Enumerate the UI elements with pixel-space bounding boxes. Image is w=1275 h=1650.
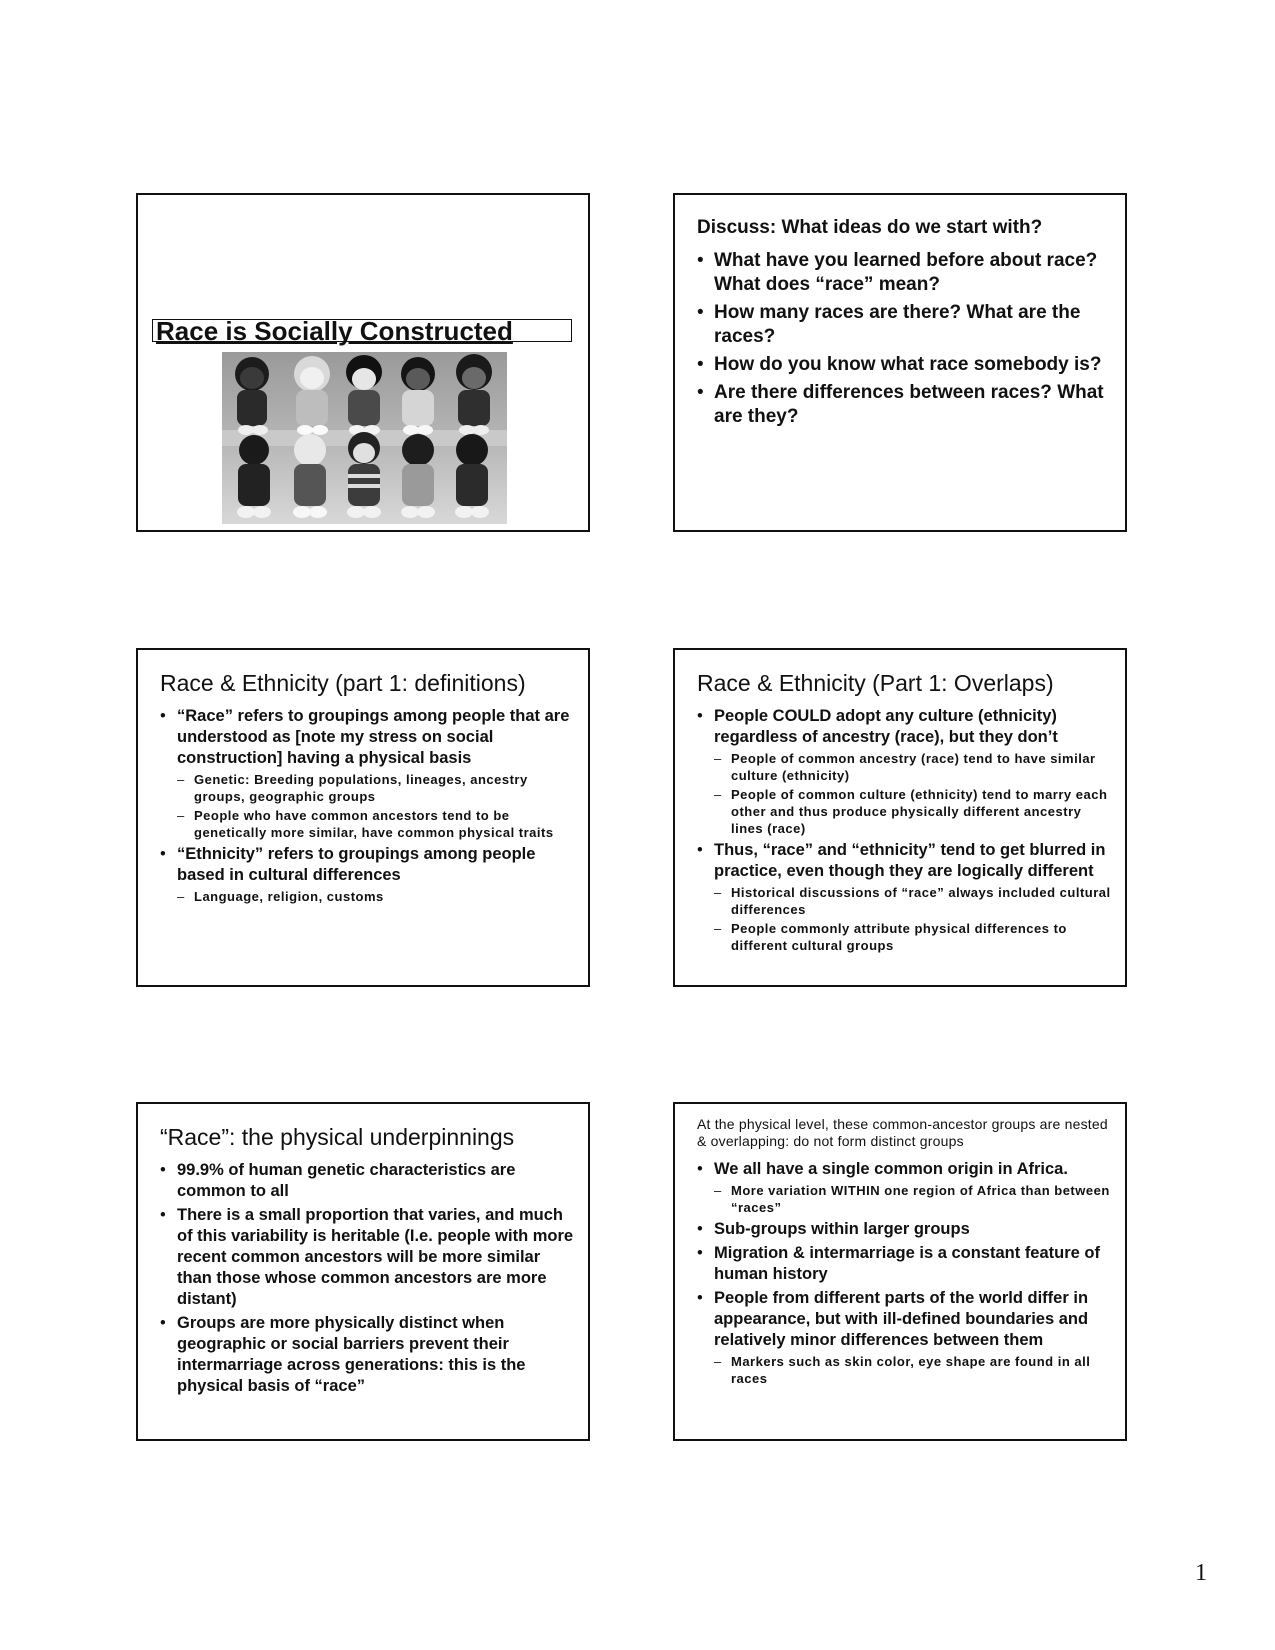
sub-list-item: – People of common culture (ethnicity) tend to marry each other and thus produce physically different ancestry lines (race) (714, 786, 1115, 837)
list-item: • We all have a single common origin in Africa. – More variation WITHIN one region of Africa than between “races” (695, 1159, 1115, 1216)
list-item: • How do you know what race somebody is? (695, 353, 1115, 377)
sub-list (714, 750, 1115, 837)
slide-4 (673, 648, 1127, 987)
doll-top-4 (401, 357, 435, 435)
sub-list (714, 1353, 1115, 1387)
list-item: • People from different parts of the world differ in appearance, but with ill-defined boundaries and relatively minor differences between them – Markers such as skin color, eye shape are found in all races (695, 1288, 1115, 1387)
slide-4-heading: Race & Ethnicity (Part 1: Overlaps) (697, 670, 1054, 696)
slide-2-heading: Discuss: What ideas do we start with? (697, 217, 1043, 238)
slide-3-bullets (158, 706, 578, 908)
slide-1 (136, 193, 590, 532)
slide-2-bullets (695, 249, 1115, 433)
slide-6-heading: At the physical level, these common-ancestor groups are nested & overlapping: do not form distinct groups (697, 1116, 1108, 1149)
list-item: • “Ethnicity” refers to groupings among people based in cultural differences – Language, religion, customs (158, 844, 578, 905)
sub-list-item: – People commonly attribute physical differences to different cultural groups (714, 920, 1115, 954)
doll-top-2 (294, 356, 330, 435)
doll-top-5 (456, 354, 492, 435)
list-item: • “Race” refers to groupings among people that are understood as [note my stress on social construction] having a physical basis – Genetic: Breeding populations, lineages, ancestry groups, geographic groups – People who have common ancestors tend to be genetically more similar, have common physical traits (158, 706, 578, 841)
slide-5-heading: “Race”: the physical underpinnings (160, 1124, 515, 1150)
sub-list-item: – Genetic: Breeding populations, lineages, ancestry groups, geographic groups (177, 771, 578, 805)
page-number: 1 (1195, 1560, 1207, 1586)
slide-1-title: Race is Socially Constructed (152, 319, 572, 342)
slide-6-bullets (695, 1159, 1115, 1390)
sub-list (177, 771, 578, 841)
sub-list-item: – More variation WITHIN one region of Africa than between “races” (714, 1182, 1115, 1216)
list-item: • There is a small proportion that varies, and much of this variability is heritable (I.e. people with more recent common ancestors will be more similar than those whose common ancestors are more distant) (158, 1205, 578, 1310)
sub-list (714, 884, 1115, 954)
sub-list-item: – Historical discussions of “race” always included cultural differences (714, 884, 1115, 918)
sub-list (714, 1182, 1115, 1216)
list-item: • What have you learned before about race? What does “race” mean? (695, 249, 1115, 297)
sub-list-item: – People of common ancestry (race) tend to have similar culture (ethnicity) (714, 750, 1115, 784)
list-item: • Thus, “race” and “ethnicity” tend to get blurred in practice, even though they are logically different – Historical discussions of “race” always included cultural differences – People commonly attribute physical differences to different cultural groups (695, 840, 1115, 954)
slide-5 (136, 1102, 590, 1441)
list-item: • Migration & intermarriage is a constant feature of human history (695, 1243, 1115, 1285)
dolls-photo (222, 352, 507, 524)
sub-list-item: – Markers such as skin color, eye shape are found in all races (714, 1353, 1115, 1387)
list-item: • People COULD adopt any culture (ethnicity) regardless of ancestry (race), but they don’t – People of common ancestry (race) tend to have similar culture (ethnicity) – People of common culture (ethnicity) tend to marry each other and thus produce physically different ancestry lines (race) (695, 706, 1115, 837)
list-item: • 99.9% of human genetic characteristics are common to all (158, 1160, 578, 1202)
slide-4-bullets (695, 706, 1115, 957)
sub-list-item: – Language, religion, customs (177, 888, 578, 905)
sub-list (177, 888, 578, 905)
list-item: • Groups are more physically distinct when geographic or social barriers prevent their intermarriage across generations: this is the physical basis of “race” (158, 1313, 578, 1397)
slide-3-heading: Race & Ethnicity (part 1: definitions) (160, 670, 526, 696)
doll-top-1 (235, 357, 269, 435)
sub-list-item: – People who have common ancestors tend to be genetically more similar, have common physical traits (177, 807, 578, 841)
slide-5-bullets (158, 1160, 578, 1400)
dolls-photo-drawing (222, 352, 507, 524)
slide-6 (673, 1102, 1127, 1441)
slide-2 (673, 193, 1127, 532)
list-item: • Sub-groups within larger groups (695, 1219, 1115, 1240)
doll-top-3 (346, 355, 382, 435)
list-item: • Are there differences between races? What are they? (695, 381, 1115, 429)
slide-3 (136, 648, 590, 987)
list-item: • How many races are there? What are the races? (695, 301, 1115, 349)
